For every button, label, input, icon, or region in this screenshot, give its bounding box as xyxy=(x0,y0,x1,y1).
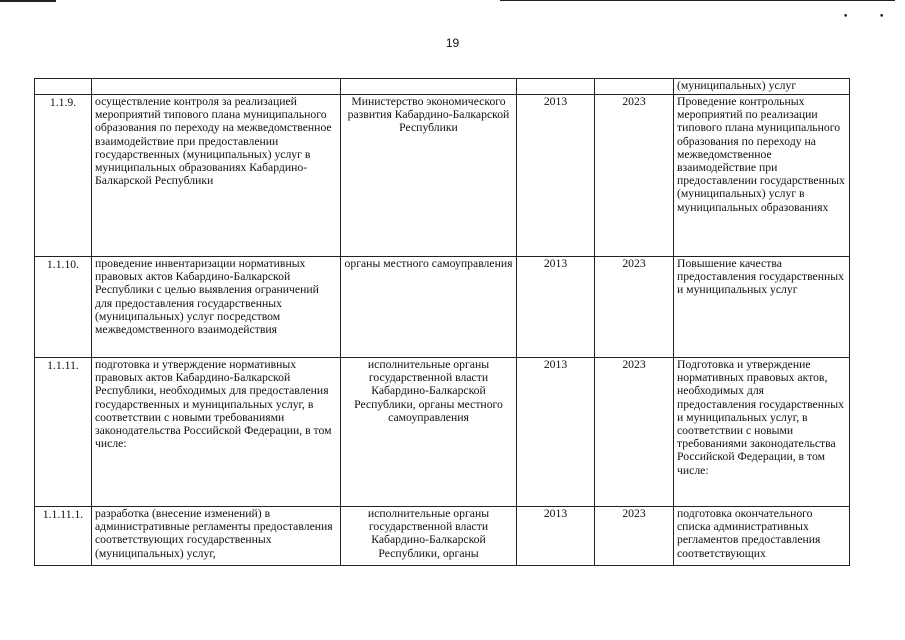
end-year-cell: 2023 xyxy=(595,95,674,257)
row-number: 1.1.10. xyxy=(35,257,92,358)
result-cell: (муниципальных) услуг xyxy=(674,79,850,95)
scan-speck: • xyxy=(879,12,885,22)
scan-speck: • xyxy=(843,12,849,22)
row-number xyxy=(35,79,92,95)
result-cell: Повышение качества предоставления государственных и муниципальных услуг xyxy=(674,257,850,358)
measure-cell: осуществление контроля за реализацией мероприятий типового плана муниципального образования по переходу на межведомственное взаимодействие при предоставлении государственных (муниципальных) услуг в муниципальных образованиях Кабардино-Балкарской Республики xyxy=(92,95,341,257)
row-number: 1.1.9. xyxy=(35,95,92,257)
executor-cell: исполнительные органы государственной власти Кабардино-Балкарской Республики, органы xyxy=(341,507,517,566)
start-year-cell: 2013 xyxy=(517,257,595,358)
measure-cell xyxy=(92,79,341,95)
result-cell: подготовка окончательного списка административных регламентов предоставления соответствующих xyxy=(674,507,850,566)
table-row xyxy=(35,257,850,358)
scan-artifact-left xyxy=(0,0,56,2)
executor-cell: исполнительные органы государственной власти Кабардино-Балкарской Республики, органы местного самоуправления xyxy=(341,358,517,507)
end-year-cell: 2023 xyxy=(595,507,674,566)
measure-cell: проведение инвентаризации нормативных правовых актов Кабардино-Балкарской Республики с целью выявления ограничений для предоставления государственных (муниципальных) услуг посредством межведомственного взаимодействия xyxy=(92,257,341,358)
executor-cell: Министерство экономического развития Кабардино-Балкарской Республики xyxy=(341,95,517,257)
row-number: 1.1.11. xyxy=(35,358,92,507)
start-year-cell xyxy=(517,79,595,95)
row-number: 1.1.11.1. xyxy=(35,507,92,566)
end-year-cell xyxy=(595,79,674,95)
page-number: 19 xyxy=(445,36,460,50)
table-row xyxy=(35,95,850,257)
result-cell: Подготовка и утверждение нормативных правовых актов, необходимых для предоставления государственных и муниципальных услуг, в соответствии с новыми требованиями законодательства Российской Федерации, в том числе: xyxy=(674,358,850,507)
end-year-cell: 2023 xyxy=(595,257,674,358)
start-year-cell: 2013 xyxy=(517,507,595,566)
executor-cell: органы местного самоуправления xyxy=(341,257,517,358)
start-year-cell: 2013 xyxy=(517,358,595,507)
measure-cell: подготовка и утверждение нормативных правовых актов Кабардино-Балкарской Республики, необходимых для предоставления государственных и муниципальных услуг, в соответствии с новыми требованиями законодательства Российской Федерации, в том числе: xyxy=(92,358,341,507)
scan-artifact-right xyxy=(500,0,895,1)
table-row xyxy=(35,507,850,566)
start-year-cell: 2013 xyxy=(517,95,595,257)
measures-table xyxy=(34,78,850,566)
table-row xyxy=(35,79,850,95)
end-year-cell: 2023 xyxy=(595,358,674,507)
executor-cell xyxy=(341,79,517,95)
result-cell: Проведение контрольных мероприятий по реализации типового плана муниципального образования по переходу на межведомственное взаимодействие при предоставлении государственных (муниципальных) услуг в муниципальных образованиях xyxy=(674,95,850,257)
table-row xyxy=(35,358,850,507)
measure-cell: разработка (внесение изменений) в административные регламенты предоставления соответствующих государственных (муниципальных) услуг, xyxy=(92,507,341,566)
